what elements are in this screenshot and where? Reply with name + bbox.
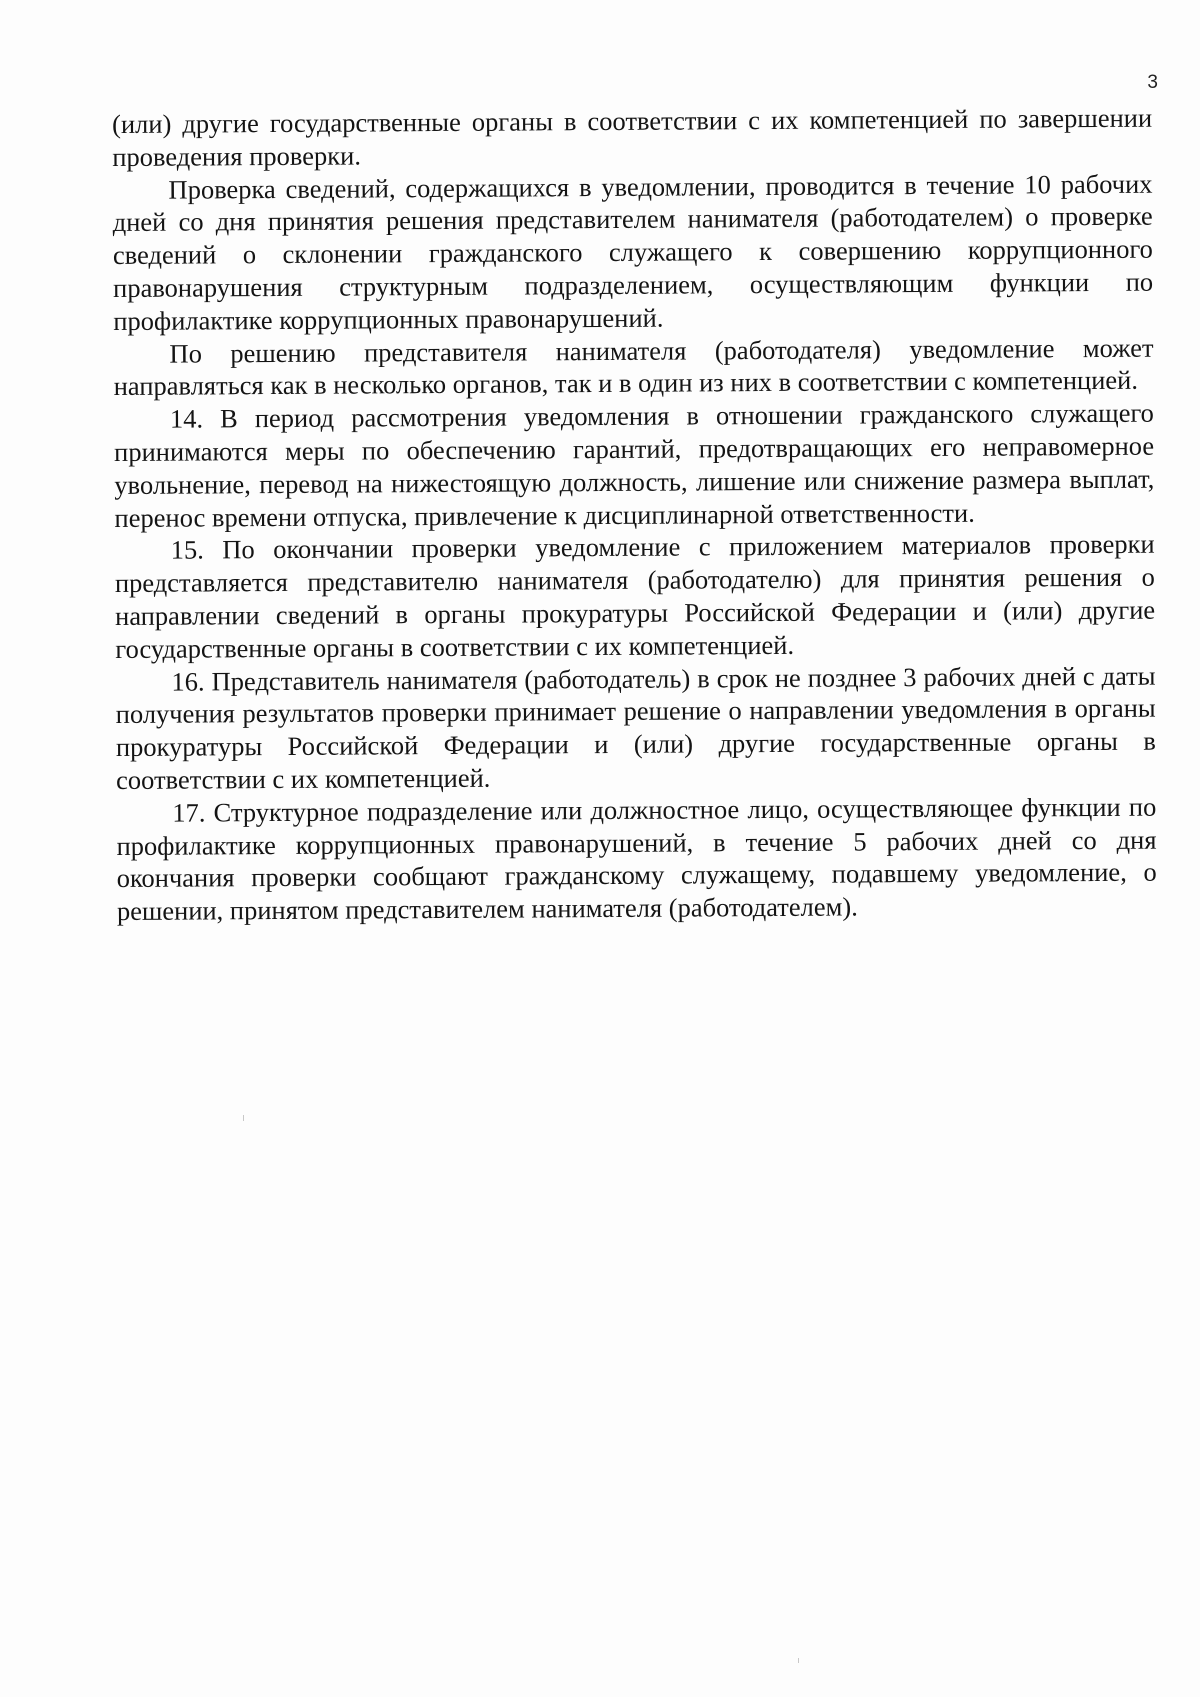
paragraph-verification-term: Проверка сведений, содержащихся в уведомлении, проводится в течение 10 рабочих дней со дня принятия решения представителем нанимателя (работодателем) о проверке сведений о склонении гражданского служащего к совершению коррупционного правонарушения структурным подразделением, осуществляющим функции по профилактике коррупционных правонарушений. (112, 168, 1154, 336)
scan-speck (243, 1115, 244, 1121)
paragraph-item-15: 15. По окончании проверки уведомление с приложением материалов проверки представляется представителю нанимателя (работодателю) для принятия решения о направлении сведений в органы прокуратуры Российской Федерации и (или) другие государственные органы в соответствии с их компетенцией. (114, 528, 1156, 664)
paragraph-continuation: (или) другие государственные органы в соответствии с их компетенцией по завершении проведения проверки. (112, 102, 1153, 172)
paragraph-direction-decision: По решению представителя нанимателя (работодателя) уведомление может направляться как в несколько органов, так и в один из них в соответствии с компетенцией. (113, 332, 1154, 402)
paragraph-item-16: 16. Представитель нанимателя (работодатель) в срок не позднее 3 рабочих дней с даты получения результатов проверки принимает решение о направлении уведомления в органы прокуратуры Российской Федерации и (или) другие государственные органы в соответствии с их компетенцией. (115, 660, 1156, 795)
scan-speck (798, 1658, 799, 1663)
page-number: 3 (1147, 72, 1158, 93)
paragraph-item-14: 14. В период рассмотрения уведомления в отношении гражданского служащего принимаются меры по обеспечению гарантий, предотвращающих его неправомерное увольнение, перевод на нижестоящую должность, лишение или снижение размера выплат, перенос времени отпуска, привлечение к дисциплинарной ответственности. (114, 397, 1155, 533)
document-body (112, 102, 1157, 928)
paragraph-item-17: 17. Структурное подразделение или должностное лицо, осуществляющее функции по профилактике коррупционных правонарушений, в течение 5 рабочих дней со дня окончания проверки сообщают гражданскому служащему, подавшему уведомление, о решении, принятом представителем нанимателя (работодателем). (116, 791, 1157, 927)
